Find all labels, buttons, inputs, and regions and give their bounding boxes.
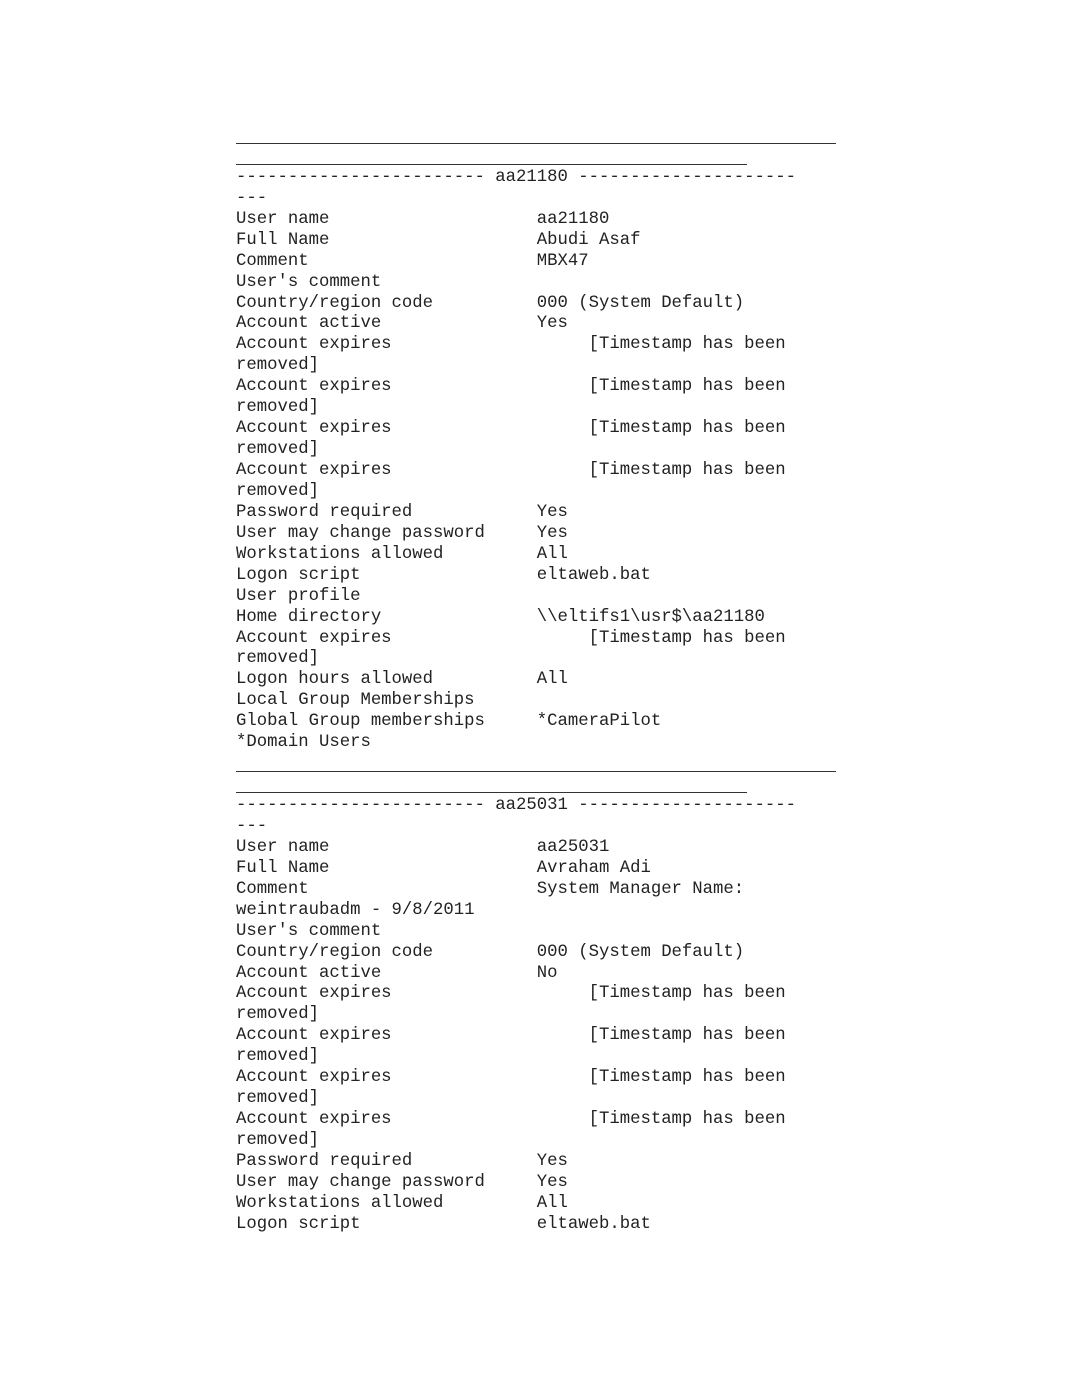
record-line: Account expires [Timestamp has been bbox=[236, 984, 786, 1004]
record-line: Account active Yes bbox=[236, 314, 568, 334]
record-header: ------------------------ aa21180 --------------------- bbox=[236, 167, 797, 187]
record-line: Workstations allowed All bbox=[236, 1193, 568, 1213]
record-header-wrap: --- bbox=[236, 188, 268, 208]
record-line: Comment MBX47 bbox=[236, 251, 589, 271]
record-line: User may change password Yes bbox=[236, 523, 568, 543]
record-line: User may change password Yes bbox=[236, 1172, 568, 1192]
record-line: weintraubadm - 9/8/2011 bbox=[236, 900, 475, 920]
separator-rule bbox=[236, 147, 840, 168]
user-record bbox=[236, 754, 840, 1236]
record-line: User's comment bbox=[236, 272, 382, 292]
record-line: Home directory \\eltifs1\usr$\aa21180 bbox=[236, 607, 765, 627]
record-line: removed] bbox=[236, 649, 319, 669]
record-line: Account expires [Timestamp has been bbox=[236, 461, 786, 480]
record-line: User name aa21180 bbox=[236, 209, 610, 229]
record-header-wrap: --- bbox=[236, 816, 268, 836]
document-page bbox=[236, 126, 840, 1236]
record-line: Logon script eltaweb.bat bbox=[236, 565, 651, 585]
record-line: User's comment bbox=[236, 921, 382, 941]
record-line: Logon script eltaweb.bat bbox=[236, 1214, 651, 1234]
record-line: Account expires [Timestamp has been bbox=[236, 335, 786, 355]
record-line: Country/region code 000 (System Default) bbox=[236, 293, 745, 313]
record-line: Account expires [Timestamp has been bbox=[236, 419, 786, 439]
record-line: Full Name Abudi Asaf bbox=[236, 230, 641, 250]
record-line: Account expires [Timestamp has been bbox=[236, 1068, 786, 1088]
record-line: Account expires [Timestamp has been bbox=[236, 377, 786, 397]
record-line: Country/region code 000 (System Default) bbox=[236, 942, 745, 962]
record-line: Logon hours allowed All bbox=[236, 670, 568, 690]
record-line: removed] bbox=[236, 440, 319, 460]
record-line: removed] bbox=[236, 1005, 319, 1025]
record-line: Account expires [Timestamp has been bbox=[236, 1026, 786, 1046]
record-line: removed] bbox=[236, 1047, 319, 1067]
record-line: Local Group Memberships bbox=[236, 691, 475, 711]
record-line: removed] bbox=[236, 1089, 319, 1109]
record-line: removed] bbox=[236, 1131, 319, 1150]
record-line: removed] bbox=[236, 481, 319, 501]
record-line: Password required Yes bbox=[236, 502, 568, 522]
record-line: User name aa25031 bbox=[236, 837, 610, 857]
record-line: removed] bbox=[236, 356, 319, 376]
record-line: Password required Yes bbox=[236, 1151, 568, 1171]
record-line: Workstations allowed All bbox=[236, 544, 568, 564]
separator-rule bbox=[236, 775, 840, 796]
user-record bbox=[236, 126, 840, 754]
separator-rule bbox=[236, 126, 840, 147]
record-lines bbox=[236, 838, 840, 1236]
record-lines bbox=[236, 210, 840, 754]
record-header: ------------------------ aa25031 --------------------- bbox=[236, 796, 797, 815]
record-line: Account active No bbox=[236, 963, 558, 983]
record-line: removed] bbox=[236, 398, 319, 418]
record-line: *Domain Users bbox=[236, 733, 371, 753]
record-line: Global Group memberships *CameraPilot bbox=[236, 712, 662, 732]
record-line: User profile bbox=[236, 586, 361, 606]
record-line: Account expires [Timestamp has been bbox=[236, 628, 786, 648]
record-line: Full Name Avraham Adi bbox=[236, 858, 651, 878]
record-line: Account expires [Timestamp has been bbox=[236, 1110, 786, 1130]
record-line: Comment System Manager Name: bbox=[236, 879, 745, 899]
separator-rule bbox=[236, 754, 840, 775]
